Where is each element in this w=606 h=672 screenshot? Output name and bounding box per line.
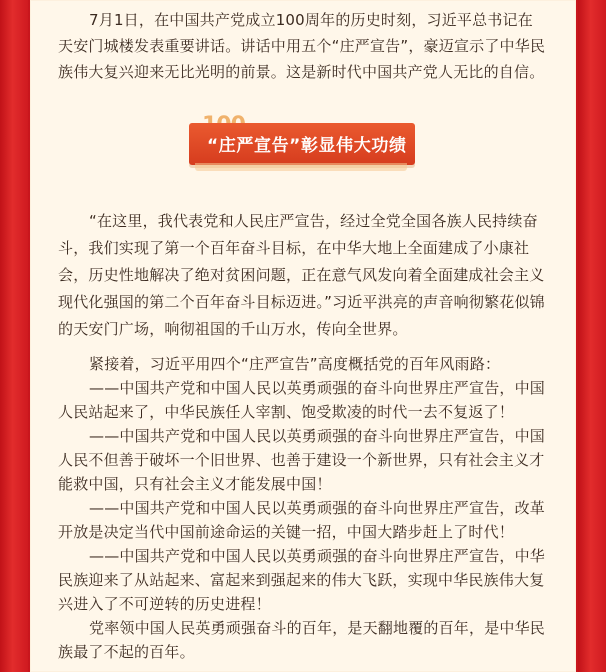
quote-paragraph: “在这里，我代表党和人民庄严宣告，经过全党全国各族人民持续奋斗，我们实现了第一个百年奋斗目标，在中华大地上全面建成了小康社会，历史性地解决了绝对贫困问题，正在意气风发向着全面建成社会主义现代化强国的第二个百年奋斗目标迈进。”习近平洪亮的声音响彻繁花似锦的天安门广场，响彻祖国的千山万水，传向全世界。 (58, 212, 545, 338)
declaration-item-1: ——中国共产党和中国人民以英勇顽强的奋斗向世界庄严宣告，中国人民站起来了，中华民族任人宰割、饱受欺凌的时代一去不复返了！ (58, 379, 546, 421)
section-title-text: “庄严宣告”彰显伟大功绩 (207, 136, 407, 156)
closing-paragraph: 党率领中国人民英勇顽强奋斗的百年，是天翻地覆的百年，是中华民族最了不起的百年。 (58, 619, 546, 661)
lead-paragraph: 紧接着，习近平用四个“庄严宣告”高度概括党的百年风雨路： (89, 355, 501, 373)
declaration-item-3: ——中国共产党和中国人民以英勇顽强的奋斗向世界庄严宣告，改革开放是决定当代中国前途命运的关键一招，中国大踏步赶上了时代！ (58, 499, 546, 541)
section-title (187, 113, 419, 171)
declaration-item-2: ——中国共产党和中国人民以英勇顽强的奋斗向世界庄严宣告，中国人民不但善于破坏一个旧世界、也善于建设一个新世界，只有社会主义才能救中国，只有社会主义才能发展中国！ (58, 427, 546, 493)
intro-section (58, 7, 548, 85)
declaration-list (58, 376, 548, 664)
article-body (58, 203, 548, 664)
declaration-item-4: ——中国共产党和中国人民以英勇顽强的奋斗向世界庄严宣告，中华民族迎来了从站起来、富起来到强起来的伟大飞跃，实现中华民族伟大复兴进入了不可逆转的历史进程！ (58, 547, 546, 613)
title-box (189, 123, 415, 165)
left-red-border (0, 0, 28, 672)
title-shadow (195, 163, 407, 171)
right-red-border (578, 0, 606, 672)
intro-paragraph: 7月1日，在中国共产党成立100周年的历史时刻，习近平总书记在天安门城楼发表重要讲话。讲话中用五个“庄严宣告”，豪迈宣示了中华民族伟大复兴迎来无比光明的前景。这是新时代中国共产党人无比的自信。 (58, 11, 546, 81)
